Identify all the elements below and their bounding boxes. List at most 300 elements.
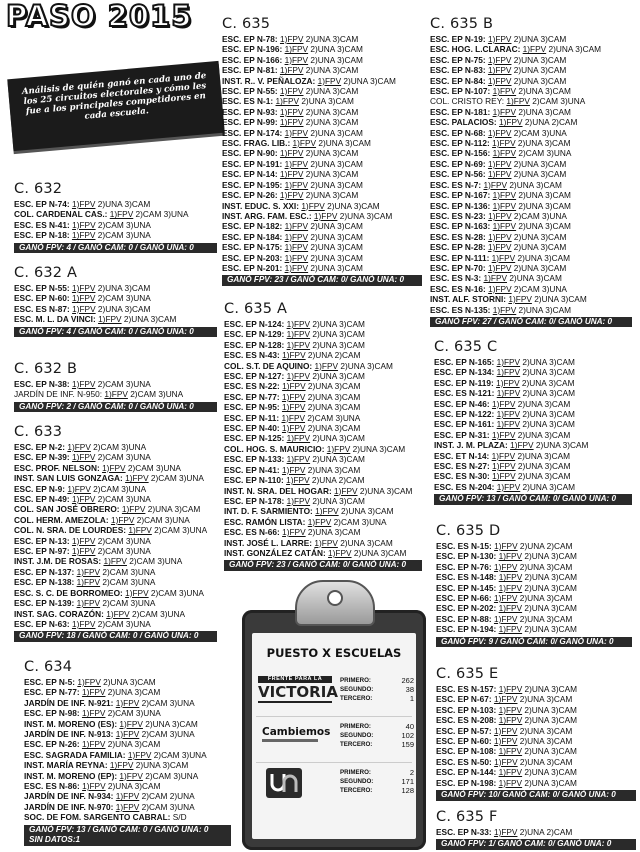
result-rest: 2)UNA 3)CAM (522, 777, 577, 788)
result (280, 148, 358, 158)
result (484, 180, 562, 190)
circuit-summary (224, 560, 422, 571)
circuit-title: C. 635 E (436, 666, 499, 682)
school-row (222, 159, 422, 169)
result-first: 1)FPV (492, 148, 517, 159)
school-name: ESC. EP N-124: (224, 319, 285, 329)
result (496, 378, 574, 388)
school-row (434, 419, 632, 429)
result-rest: 2)UNA 2)CAM (522, 117, 578, 128)
result-first: 1)FPV (279, 34, 304, 44)
fpv-scores (340, 676, 414, 703)
result-first: 1)FPV (498, 704, 523, 715)
circuit-c632b (14, 360, 217, 412)
result-rest: 2)CAM 3)UNA (126, 556, 183, 567)
result-rest: 2)UNA 3)CAM (310, 319, 365, 329)
result-first: 1)FPV (76, 566, 101, 577)
cambiemos-logo-bar (262, 739, 318, 742)
result-rest: 2)UNA 3)CAM (516, 86, 571, 97)
board-divider (256, 762, 412, 763)
result-first: 1)FPV (71, 535, 96, 546)
school-row (436, 726, 636, 736)
result-first: 1)FPV (121, 504, 146, 515)
school-name: ESC. EP N-138: (14, 577, 75, 588)
school-name: ESC. EP N-88: (436, 613, 492, 624)
school-row (430, 284, 632, 294)
school-row (430, 148, 632, 158)
result-rest: 2)UNA 2)CAM (305, 350, 361, 361)
school-row (222, 65, 422, 75)
result-rest: 2)UNA 3)CAM (95, 303, 151, 314)
school-row (224, 371, 422, 381)
school-name: ESC. EP N-19: (430, 34, 486, 44)
result (293, 138, 371, 148)
school-row (430, 190, 632, 200)
result (285, 221, 363, 231)
result (499, 705, 577, 715)
school-name: ESC. EP N-70: (430, 262, 486, 273)
school-row (14, 525, 217, 535)
result-rest: 2)CAM 2)UNA (139, 791, 195, 802)
school-name: ESC. ES N-135: (430, 304, 491, 315)
school-row (24, 750, 231, 760)
result (72, 304, 150, 314)
result-rest: 2)UNA 3)CAM (133, 760, 189, 771)
school-name: ESC. EP N-198: (436, 777, 497, 788)
result-first: 1)FPV (314, 360, 339, 371)
school-name: ESC. M. L. DA VINCI: (14, 314, 96, 325)
result-rest: 2)UNA 3)CAM (520, 357, 575, 367)
result-rest: 2)UNA 3)CAM (520, 367, 575, 378)
school-name: INST. GONZÁLEZ CATÁN: (224, 547, 326, 558)
result-first: 1)FPV (102, 462, 126, 473)
result-first: 1)FPV (71, 618, 96, 629)
school-row (14, 379, 217, 389)
school-name: ESC. EP N-66: (436, 593, 492, 604)
result-first: 1)FPV (491, 429, 516, 440)
school-row (14, 598, 217, 608)
result (488, 34, 566, 44)
result (77, 577, 156, 587)
result-rest: 2)UNA 3)CAM (308, 221, 363, 232)
school-name: ESC. ES N-43: (224, 350, 280, 361)
result (492, 451, 570, 461)
result (103, 556, 182, 566)
result (493, 148, 572, 158)
school-name: ESC. ES N-3: (430, 273, 482, 284)
school-name: COL. SAN JOSÉ OBRERO: (14, 504, 120, 515)
school-row (436, 603, 632, 613)
result (494, 541, 572, 551)
result (497, 388, 575, 398)
school-name: ESC. ES N-41: (14, 219, 70, 230)
result-first: 1)FPV (508, 294, 532, 305)
score-row (340, 786, 414, 795)
circuit-c635d (436, 522, 632, 647)
school-name: ESC. S. C. DE BORROMEO: (14, 587, 123, 598)
result-first: 1)FPV (492, 190, 517, 201)
result-rest: 2)UNA 3)CAM (522, 603, 577, 614)
result-rest: 2)UNA 3)CAM (516, 221, 571, 232)
school-row (14, 220, 217, 230)
result (493, 201, 571, 211)
school-name: ESC. EP N-69: (430, 158, 486, 169)
result-rest: 2)UNA 3)CAM (511, 242, 567, 253)
school-row (434, 378, 632, 388)
school-name: ESC. EP N-5: (24, 677, 76, 687)
result-first: 1)FPV (103, 556, 127, 567)
school-row (224, 454, 422, 464)
result-rest: 2)UNA 3)CAM (520, 419, 575, 430)
school-name: ESC. EP N-63: (14, 618, 70, 629)
result-first: 1)FPV (71, 452, 96, 463)
result-rest: 2)UNA 3)CAM (299, 96, 354, 107)
school-name: ESC. EP N-46: (434, 398, 490, 409)
school-row (430, 294, 632, 304)
score-label: PRIMERO: (340, 723, 371, 730)
circuit-summary (436, 637, 632, 648)
result (128, 525, 207, 535)
result (285, 159, 363, 169)
result (506, 96, 585, 106)
school-name: ESC. EP N-31: (434, 429, 490, 440)
summary-line: GANÓ FPV: 13 / GANÓ CAM: 0/ GANÓ UNA: 0 (439, 494, 617, 504)
school-name: INST. MARÍA REYNA: (24, 760, 108, 771)
result (493, 305, 571, 315)
result (488, 232, 566, 242)
school-name: ESC. EP N-56: (430, 169, 486, 180)
result (82, 708, 161, 718)
result-rest: 2)UNA 3)CAM (515, 398, 571, 409)
school-name: ESC. EP N-145: (436, 582, 497, 593)
result-first: 1)FPV (284, 262, 309, 273)
result-first: 1)FPV (498, 572, 523, 583)
school-name: COL. N. SRA. DE LOURDES: (14, 525, 127, 536)
result (497, 482, 575, 492)
school-name: ESC. EP N-98: (24, 708, 80, 719)
school-name: JARDÍN DE INF. N-970: (24, 801, 114, 812)
result-rest: 2)CAM 3)UNA (511, 210, 567, 221)
result-rest: 2)UNA 3)CAM (105, 739, 161, 750)
result-first: 1)FPV (72, 219, 96, 230)
school-row (430, 273, 632, 283)
result (287, 371, 365, 381)
result-first: 1)FPV (76, 598, 101, 609)
result-first: 1)FPV (67, 483, 91, 494)
result-rest: 2)UNA 3)CAM (533, 440, 589, 451)
summary-line: GANÓ FPV: 27 / GANÓ CAM: 0/ GANÓ UNA: 0 (435, 316, 613, 326)
result (98, 314, 176, 324)
result-first: 1)FPV (301, 200, 325, 211)
school-row (14, 463, 217, 473)
school-row (14, 452, 217, 462)
school-name: ESC. ES N-27: (434, 461, 490, 472)
school-name: INST. J. M. PLAZA: (434, 440, 508, 451)
score-value: 159 (401, 740, 414, 749)
result (116, 802, 195, 812)
result-first: 1)FPV (493, 736, 518, 747)
school-name: ESC. EP N-49: (14, 494, 70, 505)
circuit-title: C. 633 (14, 424, 63, 440)
school-name: ESC. ES N-28: (430, 231, 486, 242)
result-first: 1)FPV (282, 381, 306, 392)
school-name: ESC. EP N-203: (222, 252, 283, 263)
result (497, 409, 575, 419)
school-row (222, 138, 422, 148)
result (287, 319, 365, 329)
school-name: COL. S.T. DE AQUINO: (224, 360, 313, 371)
result-rest: 2)CAM 3)UNA (90, 483, 147, 494)
result-first: 1)FPV (104, 389, 128, 400)
result-rest: 2)UNA 3)CAM (511, 75, 567, 86)
school-name: ESC. EP N-134: (434, 367, 495, 378)
result (116, 791, 195, 801)
school-name: INST. SAN LUIS GONZAGA: (14, 473, 123, 484)
school-row (430, 128, 632, 138)
result (497, 357, 575, 367)
clip-hole (327, 590, 343, 606)
school-name: ESC. EP N-97: (14, 546, 70, 557)
result-first: 1)FPV (493, 561, 518, 572)
result-first: 1)FPV (281, 391, 306, 402)
result-first: 1)FPV (286, 319, 311, 329)
result-first: 1)FPV (328, 547, 352, 558)
result-rest: 2)CAM 3)UNA (95, 546, 151, 557)
result (488, 65, 566, 75)
result (67, 442, 146, 452)
result-first: 1)FPV (488, 210, 512, 221)
school-row (430, 169, 632, 179)
result (119, 719, 197, 729)
summary-line: GANÓ FPV: 10/ GANÓ CAM: 0/ GANÓ UNA: 0 (441, 790, 616, 800)
school-row (430, 34, 632, 44)
circuit-c635c (434, 338, 632, 505)
result-rest: 2)CAM 3)UNA (151, 525, 208, 536)
school-row (434, 367, 632, 377)
result-first: 1)FPV (281, 412, 306, 423)
school-row (24, 687, 231, 697)
school-name: ESC. EP N-26: (24, 739, 80, 750)
school-row (14, 619, 217, 629)
result (72, 546, 151, 556)
result-first: 1)FPV (282, 350, 306, 361)
school-row (222, 263, 422, 273)
school-row (224, 517, 422, 527)
school-name: ESC. EP N-167: (430, 190, 491, 201)
school-name: ESC. EP N-103: (436, 704, 497, 715)
school-name: JARDÍN DE INF. N-921: (24, 697, 114, 708)
result-first: 1)FPV (499, 117, 523, 128)
result-first: 1)FPV (334, 485, 358, 496)
school-row (222, 86, 422, 96)
school-name: ESC. ES N-204: (434, 481, 495, 492)
school-name: INST. N. SRA. DEL HOGAR: (224, 485, 332, 496)
result-first: 1)FPV (98, 314, 122, 325)
score-label: SEGUNDO: (340, 732, 374, 739)
result (72, 199, 150, 209)
board-divider (256, 716, 412, 717)
school-row (436, 572, 632, 582)
score-row (340, 740, 414, 749)
result-first: 1)FPV (492, 200, 517, 211)
result (82, 687, 160, 697)
circuit-title: C. 632 B (14, 361, 78, 377)
party-una (258, 768, 414, 808)
school-row (430, 55, 632, 65)
result-rest: 2)CAM 3)UNA (100, 598, 156, 609)
summary-line: GANÓ FPV: 2 / GANÓ CAM: 0 / GANÓ UNA: 0 (19, 401, 194, 411)
circuit-c635b (430, 15, 632, 327)
result-rest: 2)UNA 3)CAM (305, 402, 361, 413)
school-name: ESC. EP N-93: (222, 106, 278, 117)
school-row (14, 494, 217, 504)
result-rest: 2)UNA 3)CAM (351, 547, 407, 558)
school-name: ESC. EP N-182: (222, 221, 283, 232)
school-name: JARDÍN DE INF. N-950: (14, 389, 105, 400)
school-row (224, 538, 422, 548)
result-rest: 2)UNA 3)CAM (515, 461, 571, 472)
school-row (436, 583, 632, 593)
school-row (222, 128, 422, 138)
result (492, 138, 570, 148)
result-first: 1)FPV (496, 481, 521, 492)
result-first: 1)FPV (67, 442, 91, 452)
cam-scores (340, 722, 414, 749)
result (499, 624, 577, 634)
result (128, 750, 207, 760)
result (285, 242, 363, 252)
result-first: 1)FPV (72, 303, 96, 314)
school-name: ESC. EP N-13: (14, 535, 70, 546)
school-row (24, 708, 231, 718)
result (285, 128, 363, 138)
result-rest: 2)UNA 3)CAM (100, 677, 156, 687)
result-rest: 2)CAM 3)UNA (95, 293, 151, 304)
result-first: 1)FPV (279, 190, 304, 201)
result-first: 1)FPV (487, 169, 512, 180)
school-name: ESC. EP N-127: (224, 371, 285, 382)
result-rest: 2)UNA 3)CAM (511, 34, 567, 44)
school-name: ESC. EP N-194: (436, 624, 497, 635)
result (72, 494, 151, 504)
result-rest: 2)CAM 3)UNA (95, 452, 151, 463)
score-value: 102 (401, 731, 414, 740)
school-row (430, 107, 632, 117)
result-rest: 2)UNA 3)CAM (310, 433, 365, 444)
result-first: 1)FPV (279, 106, 304, 117)
result-first: 1)FPV (487, 65, 512, 76)
school-row (24, 781, 231, 791)
school-row (224, 444, 422, 454)
result-rest: 2)UNA 3)CAM (310, 454, 365, 465)
school-row (430, 242, 632, 252)
score-row (340, 676, 414, 685)
school-name: ESC. EP N-78: (222, 34, 278, 44)
result-first: 1)FPV (128, 525, 152, 536)
school-name: ESC. EP N-38: (14, 379, 70, 389)
school-row (224, 392, 422, 402)
result (173, 812, 187, 822)
result-rest: 2)UNA 3)CAM (516, 200, 571, 211)
result-rest: 2)UNA 3)CAM (522, 684, 578, 694)
school-name: ESC. EP N-26: (222, 190, 278, 201)
score-label: TERCERO: (340, 787, 373, 794)
circuit-title: C. 635 (222, 16, 271, 32)
result (287, 340, 365, 350)
circuit-summary (14, 243, 217, 254)
result-first: 1)FPV (76, 577, 101, 588)
result (499, 551, 577, 561)
school-row (434, 399, 632, 409)
school-row (436, 746, 636, 756)
result-first: 1)FPV (115, 729, 140, 740)
result-first: 1)FPV (286, 454, 311, 465)
school-row (434, 357, 632, 367)
result-rest: 2)UNA 3)CAM (517, 736, 573, 747)
school-row (224, 319, 422, 329)
result (493, 190, 571, 200)
school-name: COL. CRISTO REY: (430, 96, 507, 107)
result-first: 1)FPV (487, 242, 512, 253)
result-first: 1)FPV (284, 158, 309, 169)
school-row (14, 546, 217, 556)
score-value: 262 (401, 676, 414, 685)
result-first: 1)FPV (71, 494, 96, 505)
result (116, 698, 195, 708)
result (488, 169, 566, 179)
school-name: ESC. EP N-11: (224, 412, 280, 423)
result-rest: 2)UNA 3)CAM (519, 377, 575, 388)
result-rest: 2)UNA 3)CAM (316, 138, 371, 149)
result (484, 273, 562, 283)
result-rest: 2)UNA 3)CAM (517, 694, 573, 705)
circuit-summary (430, 317, 632, 328)
school-name: ESC. EP N-136: (430, 200, 491, 211)
result-first: 1)FPV (125, 473, 149, 484)
result-rest: 2)UNA 3)CAM (142, 718, 198, 729)
result-first: 1)FPV (284, 221, 309, 232)
result (510, 440, 588, 450)
circuit-summary (436, 790, 636, 801)
school-row (436, 705, 636, 715)
school-row (430, 253, 632, 263)
school-row (14, 293, 217, 303)
result-rest: 2)UNA 3)CAM (515, 138, 571, 149)
result (488, 242, 566, 252)
school-row (222, 221, 422, 231)
result-rest: 2)UNA 3)CAM (515, 429, 571, 440)
fpv-logo (258, 676, 338, 702)
result-rest: 2)UNA 3)CAM (308, 252, 363, 263)
result-first: 1)FPV (279, 117, 304, 128)
score-label: PRIMERO: (340, 769, 371, 776)
result-rest: S/D (172, 812, 187, 823)
school-name: ESC. ES N-23: (430, 210, 486, 221)
result-first: 1)FPV (506, 96, 530, 107)
school-name: ESC. EP N-77: (24, 687, 80, 698)
result-rest: 2)CAM 3)UNA (142, 770, 199, 781)
score-label: SEGUNDO: (340, 778, 374, 785)
school-row (436, 736, 636, 746)
result-rest: 2)UNA 3)CAM (520, 409, 575, 420)
school-name: ESC. RAMÓN LISTA: (224, 516, 306, 527)
result-first: 1)FPV (498, 746, 523, 757)
result-rest: 2)UNA 3)CAM (308, 158, 363, 169)
summary-line: GANÓ FPV: 23 / GANÓ CAM: 0/ GANÓ UNA: 0 (227, 275, 405, 285)
school-row (430, 263, 632, 273)
result-rest: 2)UNA 3)CAM (337, 537, 393, 548)
score-label: TERCERO: (340, 741, 373, 748)
